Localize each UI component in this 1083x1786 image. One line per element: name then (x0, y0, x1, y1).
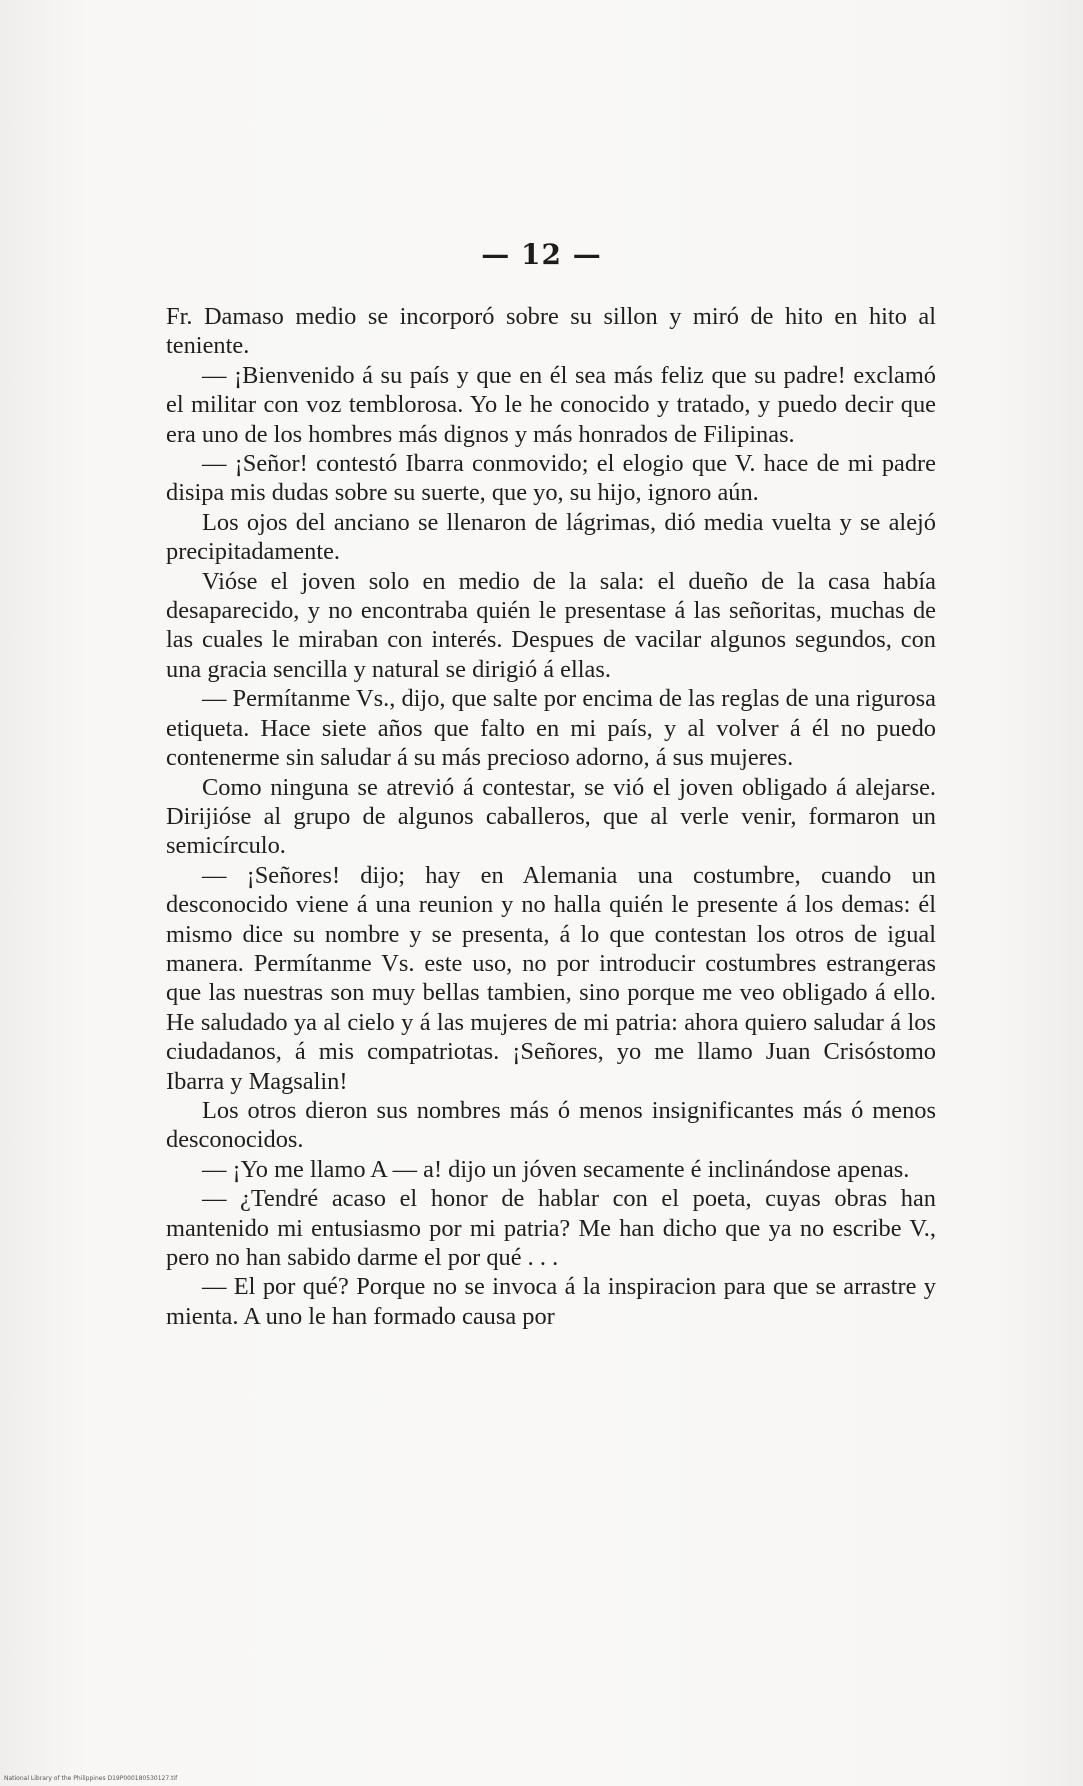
paragraph: — Permítanme Vs., dijo, que salte por encima de las reglas de una rigurosa etiqueta. Hace siete años que falto en mi país, y al volver á él no puedo contenerme sin saludar á su más precioso adorno, á sus mujeres. (166, 685, 936, 772)
paragraph: Los ojos del anciano se llenaron de lágrimas, dió media vuelta y se alejó precipitadamente. (166, 508, 936, 566)
body-text (166, 302, 936, 1331)
paragraph: Vióse el joven solo en medio de la sala: el dueño de la casa había desaparecido, y no encontraba quién le presentase á las señoritas, muchas de las cuales le miraban con interés. Despues de vacilar algunos segundos, con una gracia sencilla y natural se dirigió á ellas. (166, 567, 936, 683)
paragraph: Los otros dieron sus nombres más ó menos insignificantes más ó menos desconocidos. (166, 1096, 936, 1154)
page-number: — 12 — (481, 238, 602, 271)
paragraph: — ¡Bienvenido á su país y que en él sea más feliz que su padre! exclamó el militar con voz temblorosa. Yo le he conocido y tratado, y puedo decir que era uno de los hombres más dignos y más honrados de Filipinas. (166, 361, 936, 448)
scan-credit: National Library of the Philippines D19P000180530127.tif (4, 1775, 178, 1782)
paragraph: — ¿Tendré acaso el honor de hablar con el poeta, cuyas obras han mantenido mi entusiasmo por mi patria? Me han dicho que ya no escribe V., pero no han sabido darme el por qué . . . (166, 1185, 936, 1271)
paragraph: — ¡Señores! dijo; hay en Alemania una costumbre, cuando un desconocido viene á una reunion y no halla quién le presente á los demas: él mismo dice su nombre y se presenta, á lo que contestan los otros de igual manera. Permítanme Vs. este uso, no por introducir costumbres estrangeras que las nuestras son muy bellas tambien, sino porque me veo obligado á ello. He saludado ya al cielo y á las mujeres de mi patria: ahora quiero saludar á los ciudadanos, á mis compatriotas. ¡Señores, yo me llamo Juan Crisóstomo Ibarra y Magsalin! (166, 861, 936, 1095)
paragraph: — ¡Yo me llamo A — a! dijo un jóven secamente é inclinándose apenas. (202, 1155, 910, 1183)
paragraph: — ¡Señor! contestó Ibarra conmovido; el elogio que V. hace de mi padre disipa mis dudas sobre su suerte, que yo, su hijo, ignoro aún. (166, 450, 936, 507)
paragraph: — El por qué? Porque no se invoca á la inspiracion para que se arrastre y mienta. A uno le han formado causa por (166, 1273, 936, 1330)
paragraph: Como ninguna se atrevió á contestar, se vió el joven obligado á alejarse. Dirijióse al grupo de algunos caballeros, que al verle venir, formaron un semicírculo. (166, 773, 936, 860)
paragraph: Fr. Damaso medio se incorporó sobre su sillon y miró de hito en hito al teniente. (166, 303, 936, 360)
